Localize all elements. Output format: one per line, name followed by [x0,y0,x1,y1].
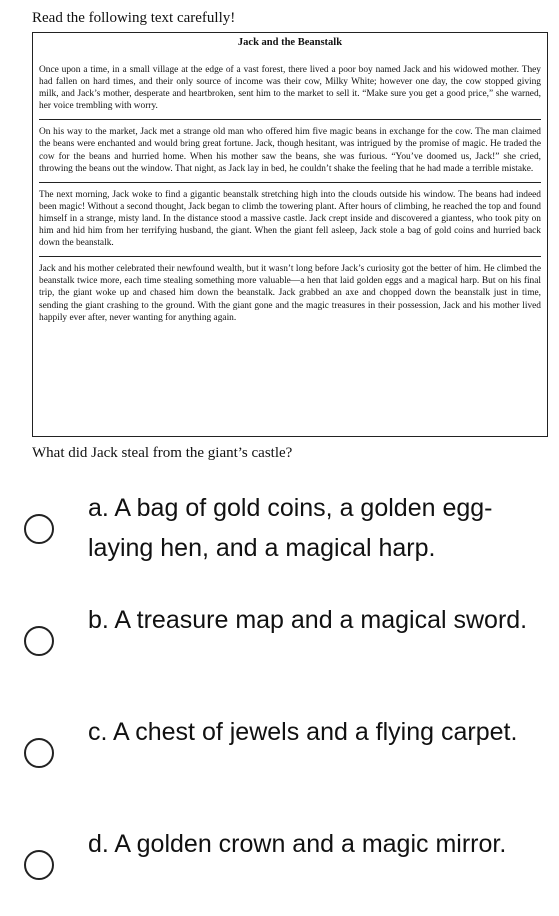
answer-option-a[interactable] [24,488,554,578]
answer-option-c[interactable] [24,712,554,802]
answer-option-b[interactable] [24,600,554,690]
option-label: c. A chest of jewels and a flying carpet. [88,718,518,746]
passage-paragraph: On his way to the market, Jack met a strange old man who offered him five magic beans in exchange for the cow. The man claimed the beans were enchanted and would bring great fortune. Jack, though hesitant, was intrigued by the promise of magic. He traded the cow for the beans and hurried home. When his mother saw the beans, she was furious. “You’ve doomed us, Jack!” she cried, throwing the beans out the window. That night, as Jack lay in bed, he couldn’t shake the feeling that he had made a terrible mistake. [39,126,541,182]
reading-passage [32,32,548,437]
passage-paragraph: Once upon a time, in a small village at the edge of a vast forest, there lived a poor boy named Jack and his widowed mother. They had fallen on hard times, and their only source of income was their cow, Milky White; however one day, the cow stopped giving milk, and Jack’s mother, desperate and heartbroken, sent him to the market to sell it. “Make sure you get a good price,” she warned, her voice trembling with worry. [39,64,541,120]
radio-button[interactable] [24,850,54,880]
radio-button[interactable] [24,626,54,656]
passage-paragraph: The next morning, Jack woke to find a gigantic beanstalk stretching high into the clouds outside his window. The beans had indeed been magic! Without a second thought, Jack began to climb the towering plant. After hours of climbing, he reached the top and found himself in a strange, misty land. In the distance stood a massive castle. Jack crept inside and discovered a giantess, who took pity on him and hid him from her terrifying husband, the giant. When the giant fell asleep, Jack stole a bag of gold coins and hurried back down the beanstalk. [39,189,541,257]
instructions-text: Read the following text carefully! [32,10,236,26]
passage-paragraph: Jack and his mother celebrated their newfound wealth, but it wasn’t long before Jack’s curiosity got the better of him. He climbed the beanstalk twice more, each time stealing something more valuable—a hen that laid golden eggs and a magical harp. But on his final trip, the giant woke up and chased him down the beanstalk. Jack grabbed an axe and chopped down the beanstalk just in time, sending the giant crashing to the ground. With the giant gone and the magic treasures in their possession, Jack and his mother lived happily ever after, never wanting for anything again. [39,264,541,323]
option-label: a. A bag of gold coins, a golden egg-laying hen, and a magical harp. [88,494,493,562]
radio-button[interactable] [24,738,54,768]
option-label: d. A golden crown and a magic mirror. [88,830,507,858]
answer-option-d[interactable] [24,824,554,914]
question-text: What did Jack steal from the giant’s castle? [32,445,293,461]
passage-title: Jack and the Beanstalk [237,37,343,48]
option-label: b. A treasure map and a magical sword. [88,606,528,634]
radio-button[interactable] [24,514,54,544]
